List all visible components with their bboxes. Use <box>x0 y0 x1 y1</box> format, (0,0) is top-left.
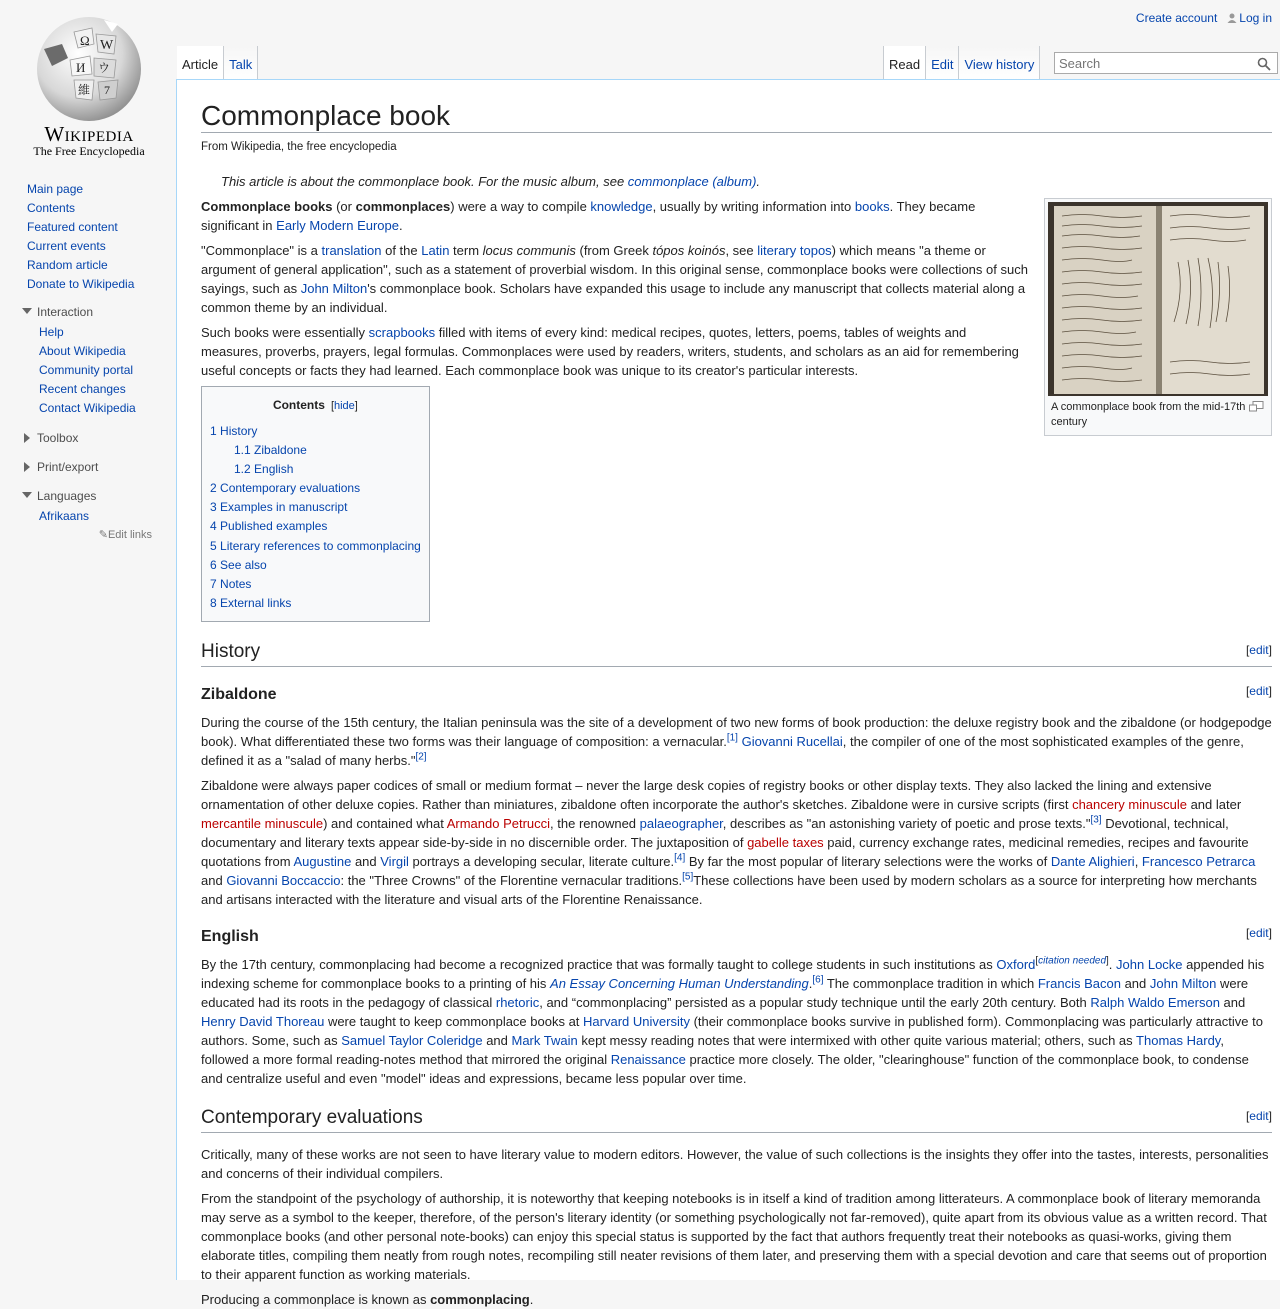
logo-tagline: The Free Encyclopedia <box>33 144 145 158</box>
text: . <box>529 1291 534 1307</box>
tab-view-history[interactable]: View history <box>959 46 1040 80</box>
create-account-link[interactable]: Create account <box>1135 11 1218 25</box>
section-heading-english <box>201 925 1272 949</box>
hatnote-link[interactable]: commonplace (album) <box>627 174 757 189</box>
text: filled with items of every kind: medical recipes, quotes, letters, poems, tables of weights and measures, proverbs, prayers, legal formulas. Commonplaces were used by readers, writers, students, and scholars as an aid for remembering useful concepts or facts they had learned. Each commonplace book was unique to its creator's particular interests. <box>201 325 1019 378</box>
text: were educated had its roots in the pedagogy of classical <box>201 975 1249 1010</box>
text: , the renowned <box>550 815 640 831</box>
link-henry-david-thoreau[interactable]: Henry David Thoreau <box>201 1013 325 1029</box>
hatnote-text: This article is about the commonplace book. For the music album, see <box>221 174 628 189</box>
sidebar-item-current-events[interactable]: Current events <box>27 239 106 253</box>
text: and <box>201 872 227 888</box>
text: , and “commonplacing” persisted as a popular study technique until the early 20th century. Both <box>539 994 1091 1010</box>
puzzle-globe-icon <box>34 14 144 124</box>
toc-item[interactable] <box>210 517 421 536</box>
link-francesco-petrarca[interactable]: Francesco Petrarca <box>1141 853 1256 869</box>
hatnote-end: . <box>756 174 761 189</box>
toc-title <box>210 395 421 416</box>
text: 's commonplace book. Scholars have expanded this usage to include any manuscript that collects material along a common theme by an individual. <box>201 281 1026 315</box>
svg-text:7: 7 <box>104 83 110 97</box>
toc-label: Published examples <box>220 519 328 534</box>
bold-term: Commonplace books <box>201 199 333 214</box>
svg-text:維: 維 <box>78 83 91 97</box>
text: , usually by writing information into <box>652 199 855 214</box>
text: . They became significant in <box>201 199 976 233</box>
toc-number: 4 <box>210 519 217 534</box>
heading-text: Zibaldone <box>201 685 277 703</box>
edit-section-link[interactable]: edit <box>1249 1108 1269 1123</box>
toc-number: 1.2 <box>234 462 251 477</box>
link-oxford[interactable]: Oxford <box>996 956 1036 972</box>
edit-links[interactable] <box>0 526 176 544</box>
expand-arrow-icon <box>24 462 30 472</box>
logo-wordmark: Wikipedia <box>44 122 134 146</box>
toc-number: 5 <box>210 538 217 553</box>
redlink-armando-petrucci[interactable]: Armando Petrucci <box>446 815 551 831</box>
link-palaeographer[interactable]: palaeographer <box>639 815 723 831</box>
link-giovanni-rucellai[interactable]: Giovanni Rucellai <box>741 733 843 749</box>
toc-item[interactable] <box>210 594 421 613</box>
link-thomas-hardy[interactable]: Thomas Hardy <box>1136 1032 1221 1048</box>
svg-text:И: И <box>76 60 86 75</box>
site-subtitle: From Wikipedia, the free encyclopedia <box>201 141 397 153</box>
text: paid, currency exchange rates, medicinal remedies, recipes and favourite quotations from <box>201 834 1249 869</box>
portal-heading-label: Print/export <box>37 460 99 474</box>
text: (or <box>332 199 356 214</box>
text: , <box>1134 853 1142 869</box>
languages-portal-heading[interactable] <box>0 488 176 504</box>
tab-talk[interactable]: Talk <box>224 46 258 80</box>
sidebar-item-main-page[interactable]: Main page <box>27 182 84 196</box>
content <box>176 79 1280 1307</box>
portal-heading-label: Interaction <box>37 305 94 319</box>
toc-number: 3 <box>210 500 217 515</box>
link-scrapbooks[interactable]: scrapbooks <box>368 325 436 340</box>
section-heading-history <box>201 640 1272 667</box>
log-in-link[interactable]: Log in <box>1239 11 1272 25</box>
svg-text:Ω: Ω <box>80 33 90 48</box>
link-john-locke[interactable]: John Locke <box>1116 956 1183 972</box>
bold-term: commonplaces <box>355 199 451 214</box>
edit-links-label: Edit links <box>107 529 152 541</box>
page-title: Commonplace book <box>201 100 1272 133</box>
toc-label: Zibaldone <box>254 443 307 458</box>
toc-label: Examples in manuscript <box>220 500 348 515</box>
toc-heading: Contents <box>272 398 325 412</box>
text: and <box>1120 975 1150 991</box>
italic-term: locus communis <box>482 243 576 258</box>
thumbnail-caption <box>1048 396 1268 432</box>
sidebar-item-language-afrikaans[interactable]: Afrikaans <box>39 509 90 523</box>
search-input[interactable] <box>1055 53 1253 73</box>
edit-section-link[interactable]: edit <box>1249 683 1269 698</box>
text: practice more closely. The older, "clearinghouse" function of the commonplace book, to condense and centralize useful and even "model" ideas and expressions, became less popular over time. <box>201 1051 1249 1086</box>
text: term <box>449 243 483 258</box>
sidebar-item-featured-content[interactable]: Featured content <box>27 220 118 234</box>
text: These collections have been used by modern scholars as a source for interpreting how merchants and artisans interacted with the literature and visual arts of the Florentine Renaissance. <box>201 872 1257 907</box>
text: By far the most popular of literary selections were the works of <box>685 853 1051 869</box>
text: , describes as "an astonishing variety of poetic and prose texts." <box>722 815 1091 831</box>
link-john-milton[interactable]: John Milton <box>300 281 368 296</box>
sidebar-item-about[interactable]: About Wikipedia <box>39 344 126 358</box>
link-essay-concerning-human-understanding[interactable]: An Essay Concerning Human Understanding <box>550 975 809 991</box>
toc-label: English <box>254 462 294 477</box>
interaction-portal <box>0 323 176 418</box>
expand-arrow-icon <box>24 433 30 443</box>
text: ) were a way to compile <box>450 199 591 214</box>
thumbnail <box>1044 198 1272 436</box>
reference-link[interactable]: [3] <box>1090 814 1102 826</box>
toc-number: 8 <box>210 595 217 610</box>
search-icon[interactable] <box>1257 57 1271 71</box>
link-dante-alighieri[interactable]: Dante Alighieri <box>1050 853 1135 869</box>
bracket: ] <box>1106 955 1109 967</box>
navigation-portal <box>0 180 176 294</box>
languages-portal <box>0 507 176 544</box>
link-ralph-waldo-emerson[interactable]: Ralph Waldo Emerson <box>1090 994 1220 1010</box>
table-of-contents <box>201 386 430 622</box>
toc-label: Notes <box>220 576 252 591</box>
tab-edit[interactable]: Edit <box>926 46 959 80</box>
text: , the compiler of one of the most sophisticated examples of the genre, defined it as a "salad of many herbs." <box>201 733 1244 768</box>
link-knowledge[interactable]: knowledge <box>590 199 653 214</box>
reference-link[interactable]: [6] <box>812 974 824 986</box>
paragraph-zibaldone-2 <box>201 776 1272 909</box>
search-box <box>1054 52 1278 74</box>
interaction-portal-heading[interactable] <box>0 304 176 320</box>
sidebar-item-donate[interactable]: Donate to Wikipedia <box>27 277 135 291</box>
collapse-arrow-icon <box>22 308 32 314</box>
wikipedia-logo[interactable] <box>28 14 150 156</box>
text: "Commonplace" is a <box>201 243 322 258</box>
user-icon <box>1227 13 1237 23</box>
toc-item[interactable] <box>210 498 421 517</box>
sidebar-item-contents[interactable]: Contents <box>27 201 76 215</box>
toc-item[interactable] <box>210 556 421 575</box>
text: , see <box>725 243 758 258</box>
paragraph-contemporary-2: From the standpoint of the psychology of authorship, it is noteworthy that keeping notebooks is in itself a kind of tradition among litterateurs. A commonplace book of literary memoranda may serve as a symbol to the keeper, therefore, of the person's literary identity (or something psychologically not far-removed), quite apart from its obvious value as a written record. That commonplace books (and other personal note-books) can enjoy this special status is supported by the fact that authors frequently treat their notebooks as quasi-works, giving them elaborate titles, compiling them neatly from rough notes, recompiling still neater revisions of them later, and preserving them with a special devotion and care that seems out of proportion to their apparent function as working materials. <box>201 1190 1267 1282</box>
toolbox-portal-heading[interactable] <box>0 430 176 446</box>
edit-section: [edit] <box>1245 925 1272 940</box>
edit-section-link[interactable]: edit <box>1249 642 1269 657</box>
citation-needed <box>1035 956 1108 967</box>
reference-link[interactable]: [2] <box>415 751 427 763</box>
sidebar-item-help[interactable]: Help <box>39 325 64 339</box>
text: . <box>399 218 403 233</box>
link-latin[interactable]: Latin <box>421 243 450 258</box>
heading-text: History <box>201 640 261 662</box>
svg-text:ウ: ウ <box>98 61 111 75</box>
log-in-wrapper <box>1227 11 1272 25</box>
text: Such books were essentially <box>201 325 369 340</box>
text: and <box>1219 994 1246 1010</box>
text: and <box>482 1032 512 1048</box>
link-giovanni-boccaccio[interactable]: Giovanni Boccaccio <box>226 872 341 888</box>
commonplace-book-image[interactable] <box>1048 202 1268 396</box>
text: Zibaldone were always paper codices of small or medium format – never the large desk copies of registry books or other display texts. They also lacked the lining and extensive ornamentation of other deluxe copies. Rather than miniatures, zibaldone often incorporate the author's sketches. Zibaldone were in cursive scripts (first <box>201 777 1212 812</box>
text: were taught to keep commonplace books at <box>324 1013 584 1029</box>
bold-term: commonplacing <box>430 1291 530 1307</box>
sidebar-item-recent-changes[interactable]: Recent changes <box>39 382 126 396</box>
link-virgil[interactable]: Virgil <box>380 853 409 869</box>
text: . <box>1108 956 1117 972</box>
italic-term: tópos koinós <box>652 243 726 258</box>
svg-text:W: W <box>100 38 114 53</box>
sidebar-item-community-portal[interactable]: Community portal <box>39 363 134 377</box>
toc-item[interactable] <box>210 537 421 556</box>
redlink-mercantile-minuscule[interactable]: mercantile minuscule <box>201 815 324 831</box>
portal-heading-label: Toolbox <box>37 431 79 445</box>
personal-tools <box>1136 11 1272 25</box>
link-early-modern-europe[interactable]: Early Modern Europe <box>276 218 399 233</box>
toc-item[interactable] <box>210 422 421 441</box>
text: portrays a developing secular, literate culture. <box>408 853 675 869</box>
text: By the 17th century, commonplacing had become a recognized practice that was formally taught to college students in such institutions as <box>201 956 997 972</box>
text: (from Greek <box>575 243 653 258</box>
edit-section: [edit] <box>1245 1108 1272 1123</box>
toc-number: 2 <box>210 481 217 496</box>
toc-label: Contemporary evaluations <box>220 481 361 496</box>
toc-item[interactable] <box>210 460 421 479</box>
edit-section-link[interactable]: edit <box>1249 925 1269 940</box>
text: appended his indexing scheme for commonplace books to a printing of his <box>201 956 1265 991</box>
hatnote <box>221 173 1272 191</box>
text: and <box>351 853 381 869</box>
pencil-icon: ✎ <box>98 529 108 541</box>
toc-label: Literary references to commonplacing <box>220 538 421 553</box>
namespace-tabs <box>177 46 258 80</box>
paragraph-zibaldone-1 <box>201 713 1272 770</box>
link-john-milton[interactable]: John Milton <box>1149 975 1217 991</box>
toc-hide-link[interactable]: hide <box>334 400 355 412</box>
reference-link[interactable]: [5] <box>682 871 694 883</box>
link-mark-twain[interactable]: Mark Twain <box>511 1032 578 1048</box>
link-books[interactable]: books <box>854 199 890 214</box>
tab-article[interactable]: Article <box>177 46 224 80</box>
toc-number: 1.1 <box>234 443 251 458</box>
toc-item[interactable] <box>210 479 421 498</box>
toc-label: See also <box>220 557 267 572</box>
manuscript-picture <box>1048 202 1268 396</box>
paragraph-contemporary-1: Critically, many of these works are not seen to have literary value to modern editors. However, the value of such collections is the insights they offer into the tastes, interests, personalities and concerns of their individual compilers. <box>201 1146 1269 1181</box>
link-augustine[interactable]: Augustine <box>293 853 352 869</box>
edit-section: [edit] <box>1245 683 1272 698</box>
text: ) and contained what <box>323 815 447 831</box>
sidebar <box>0 180 176 544</box>
text: kept messy reading notes that were intermixed with other quite various material; others, such as <box>577 1032 1137 1048</box>
text: Producing a commonplace is known as <box>201 1291 431 1307</box>
enlarge-icon[interactable] <box>1249 401 1264 412</box>
edit-section: [edit] <box>1245 642 1272 657</box>
text: The commonplace tradition in which <box>823 975 1038 991</box>
sidebar-item-random-article[interactable]: Random article <box>27 258 108 272</box>
toc-list <box>210 422 421 613</box>
text: : the "Three Crowns" of the Florentine vernacular traditions. <box>340 872 683 888</box>
toc-item[interactable] <box>210 575 421 594</box>
caption-text: A commonplace book from the mid-17th century <box>1051 401 1246 428</box>
text: During the course of the 15th century, the Italian peninsula was the site of a development of two new forms of book production: the deluxe registry book and the zibaldone (or hodgepodge book). What differentiated these two forms was their language of composition: a vernacular. <box>201 714 1272 749</box>
paragraph-contemporary-3 <box>201 1290 1272 1309</box>
toc-hide-toggle: [hide] <box>330 400 358 412</box>
link-francis-bacon[interactable]: Francis Bacon <box>1037 975 1121 991</box>
link-harvard-university[interactable]: Harvard University <box>583 1013 690 1029</box>
view-tabs <box>883 46 1040 80</box>
link-literary-topos[interactable]: literary topos <box>757 243 832 258</box>
portal-heading-label: Languages <box>37 489 97 503</box>
text: ) which means "a theme or argument of general application", such as a statement of proverbial wisdom. In this original sense, commonplace books were collections of such sayings, such as <box>201 243 1028 296</box>
link-translation[interactable]: translation <box>321 243 382 258</box>
citation-needed-link[interactable]: citation needed <box>1038 955 1107 967</box>
heading-text: Contemporary evaluations <box>201 1106 423 1128</box>
link-samuel-taylor-coleridge[interactable]: Samuel Taylor Coleridge <box>341 1032 483 1048</box>
paragraph-english-1 <box>201 955 1272 1088</box>
redlink-chancery-minuscule[interactable]: chancery minuscule <box>1072 796 1187 812</box>
bracket: [ <box>1035 955 1039 967</box>
toc-number: 6 <box>210 557 217 572</box>
text: Devotional, technical, documentary and literary texts appear side-by-side in no discernible order. The juxtaposition of <box>201 815 1229 850</box>
heading-text: English <box>201 927 259 945</box>
text: and later <box>1186 796 1242 812</box>
toc-label: History <box>220 424 258 438</box>
text: . <box>808 975 813 991</box>
redlink-gabelle-taxes[interactable]: gabelle taxes <box>747 834 824 850</box>
text: of the <box>381 243 422 258</box>
reference-link[interactable]: [4] <box>674 852 686 864</box>
print-export-portal-heading[interactable] <box>0 459 176 475</box>
tab-read[interactable]: Read <box>883 46 926 80</box>
text: , followed a more formal reading-notes method that mirrored the original <box>201 1032 1224 1067</box>
collapse-arrow-icon <box>22 492 32 498</box>
toc-number: 1 <box>210 424 217 438</box>
link-rhetoric[interactable]: rhetoric <box>495 994 540 1010</box>
toc-number: 7 <box>210 576 217 591</box>
reference-link[interactable]: [1] <box>726 732 738 744</box>
sidebar-item-contact[interactable]: Contact Wikipedia <box>39 401 136 415</box>
section-heading-contemporary-evaluations <box>201 1106 1272 1133</box>
link-renaissance[interactable]: Renaissance <box>610 1051 686 1067</box>
section-heading-zibaldone <box>201 683 1272 707</box>
toc-item[interactable] <box>210 441 421 460</box>
toc-label: External links <box>220 595 292 610</box>
text: (their commonplace books survive in published form). Commonplacing was particularly attractive to authors. Some, such as <box>201 1013 1263 1048</box>
